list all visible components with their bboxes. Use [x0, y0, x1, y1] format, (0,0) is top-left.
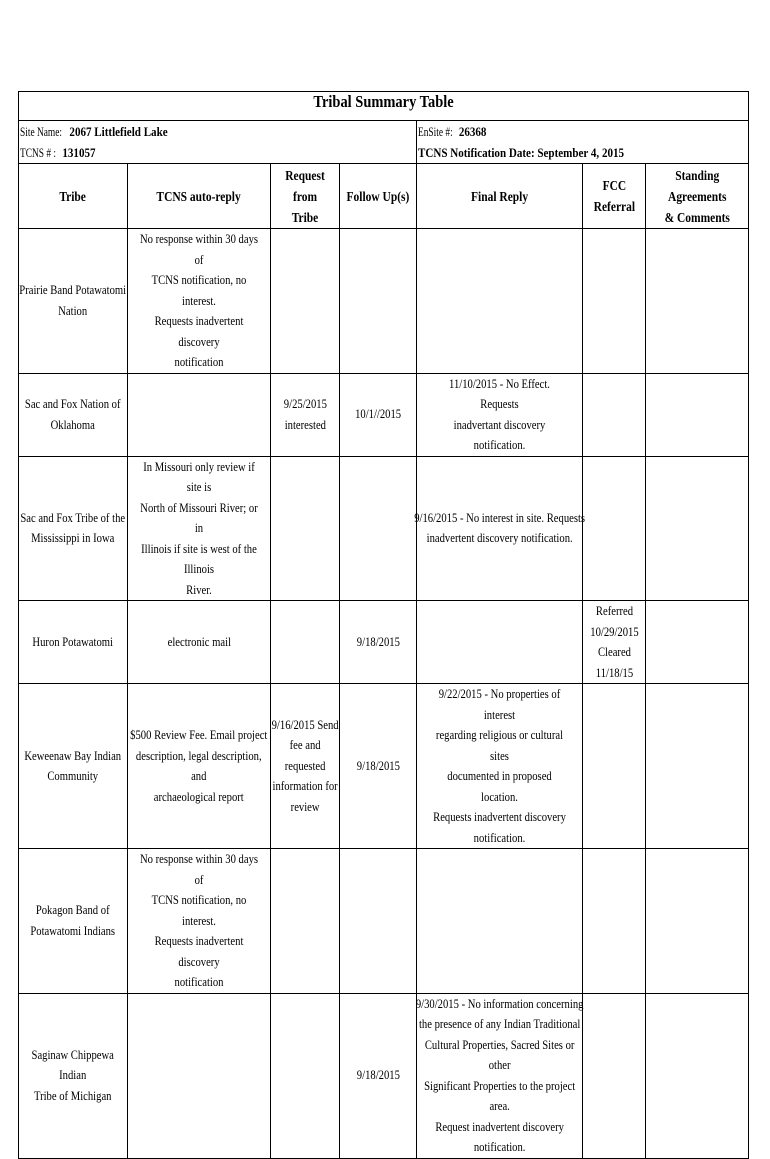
site-name-cell: [19, 121, 417, 143]
request-cell: [271, 601, 340, 684]
table-row: [19, 601, 749, 684]
auto-reply-cell: In Missouri only review if site is North of Missouri River; or in Illinois if site is west of the Illinois River.: [128, 456, 271, 601]
final-reply-cell: [417, 229, 583, 374]
header-final-reply: Final Reply: [417, 164, 583, 229]
standing-cell: [646, 849, 749, 994]
standing-cell: [646, 373, 749, 456]
fcc-referral-cell: [583, 993, 646, 1158]
followup-cell: 9/18/2015: [340, 684, 417, 849]
followup-cell: 10/1//2015: [340, 373, 417, 456]
tribe-cell: Huron Potawatomi: [19, 601, 128, 684]
followup-cell: [340, 456, 417, 601]
header-followup: Follow Up(s): [340, 164, 417, 229]
final-reply-cell: 9/30/2015 - No information concerning the presence of any Indian Traditional Cultural Properties, Sacred Sites or other Significant Properties to the project area. Request inadvertent discovery notification.: [417, 993, 583, 1158]
auto-reply-cell: No response within 30 days of TCNS notification, no interest. Requests inadvertent discovery notification: [128, 229, 271, 374]
auto-reply-cell: [128, 993, 271, 1158]
table-row: [19, 849, 749, 994]
tribe-cell: Prairie Band Potawatomi Nation: [19, 229, 128, 374]
fcc-referral-cell: [583, 373, 646, 456]
auto-reply-cell: [128, 373, 271, 456]
followup-cell: [340, 849, 417, 994]
request-cell: [271, 229, 340, 374]
request-cell: 9/25/2015 interested: [271, 373, 340, 456]
fcc-referral-cell: Referred 10/29/2015 Cleared 11/18/15: [583, 601, 646, 684]
table-row: [19, 456, 749, 601]
auto-reply-cell: $500 Review Fee. Email project description, legal description, and archaeological report: [128, 684, 271, 849]
standing-cell: [646, 229, 749, 374]
fcc-referral-cell: [583, 849, 646, 994]
column-header-row: [19, 164, 749, 229]
site-name-value: 2067 Littlefield Lake: [69, 123, 168, 139]
request-cell: [271, 456, 340, 601]
fcc-referral-cell: [583, 229, 646, 374]
table-row: [19, 373, 749, 456]
tcns-number-cell: [19, 142, 417, 164]
fcc-referral-cell: [583, 684, 646, 849]
standing-cell: [646, 684, 749, 849]
table-title-cell: [19, 92, 749, 121]
tribe-cell: Sac and Fox Tribe of the Mississippi in Iowa: [19, 456, 128, 601]
tcns-number-value: 131057: [62, 144, 96, 160]
table-title: Tribal Summary Table: [313, 92, 454, 111]
ensite-cell: [417, 121, 749, 143]
ensite-value: 26368: [458, 123, 487, 139]
site-name-label: Site Name:: [20, 123, 63, 139]
request-cell: 9/16/2015 Send fee and requested information for review: [271, 684, 340, 849]
header-auto-reply: TCNS auto-reply: [128, 164, 271, 229]
request-cell: [271, 849, 340, 994]
final-reply-cell: [417, 849, 583, 994]
tribe-cell: Sac and Fox Nation of Oklahoma: [19, 373, 128, 456]
ensite-label: EnSite #:: [418, 123, 453, 139]
followup-cell: 9/18/2015: [340, 993, 417, 1158]
header-request: Request from Tribe: [271, 164, 340, 229]
final-reply-cell: [417, 601, 583, 684]
fcc-referral-cell: [583, 456, 646, 601]
followup-cell: [340, 229, 417, 374]
standing-cell: [646, 993, 749, 1158]
tribe-cell: Keweenaw Bay Indian Community: [19, 684, 128, 849]
notification-date-cell: [417, 142, 749, 164]
header-standing-agreements: Standing Agreements & Comments: [646, 164, 749, 229]
table-row: [19, 993, 749, 1158]
request-cell: [271, 993, 340, 1158]
table-row: [19, 684, 749, 849]
tribe-cell: Saginaw Chippewa Indian Tribe of Michigan: [19, 993, 128, 1158]
header-fcc-referral: FCC Referral: [583, 164, 646, 229]
tribe-cell: Pokagon Band of Potawatomi Indians: [19, 849, 128, 994]
auto-reply-cell: No response within 30 days of TCNS notification, no interest. Requests inadvertent discovery notification: [128, 849, 271, 994]
tribal-summary-table: [18, 91, 749, 1159]
notification-date: TCNS Notification Date: September 4, 2015: [418, 144, 625, 160]
standing-cell: [646, 601, 749, 684]
final-reply-cell: 9/16/2015 - No interest in site. Requests inadvertent discovery notification.: [417, 456, 583, 601]
final-reply-cell: 11/10/2015 - No Effect. Requests inadvertant discovery notification.: [417, 373, 583, 456]
tribal-summary-sheet: [18, 91, 748, 1159]
final-reply-cell: 9/22/2015 - No properties of interest regarding religious or cultural sites documented in proposed location. Requests inadvertent discovery notification.: [417, 684, 583, 849]
tcns-number-label: TCNS # :: [20, 144, 57, 160]
followup-cell: 9/18/2015: [340, 601, 417, 684]
table-row: [19, 229, 749, 374]
header-tribe: Tribe: [19, 164, 128, 229]
standing-cell: [646, 456, 749, 601]
auto-reply-cell: electronic mail: [128, 601, 271, 684]
